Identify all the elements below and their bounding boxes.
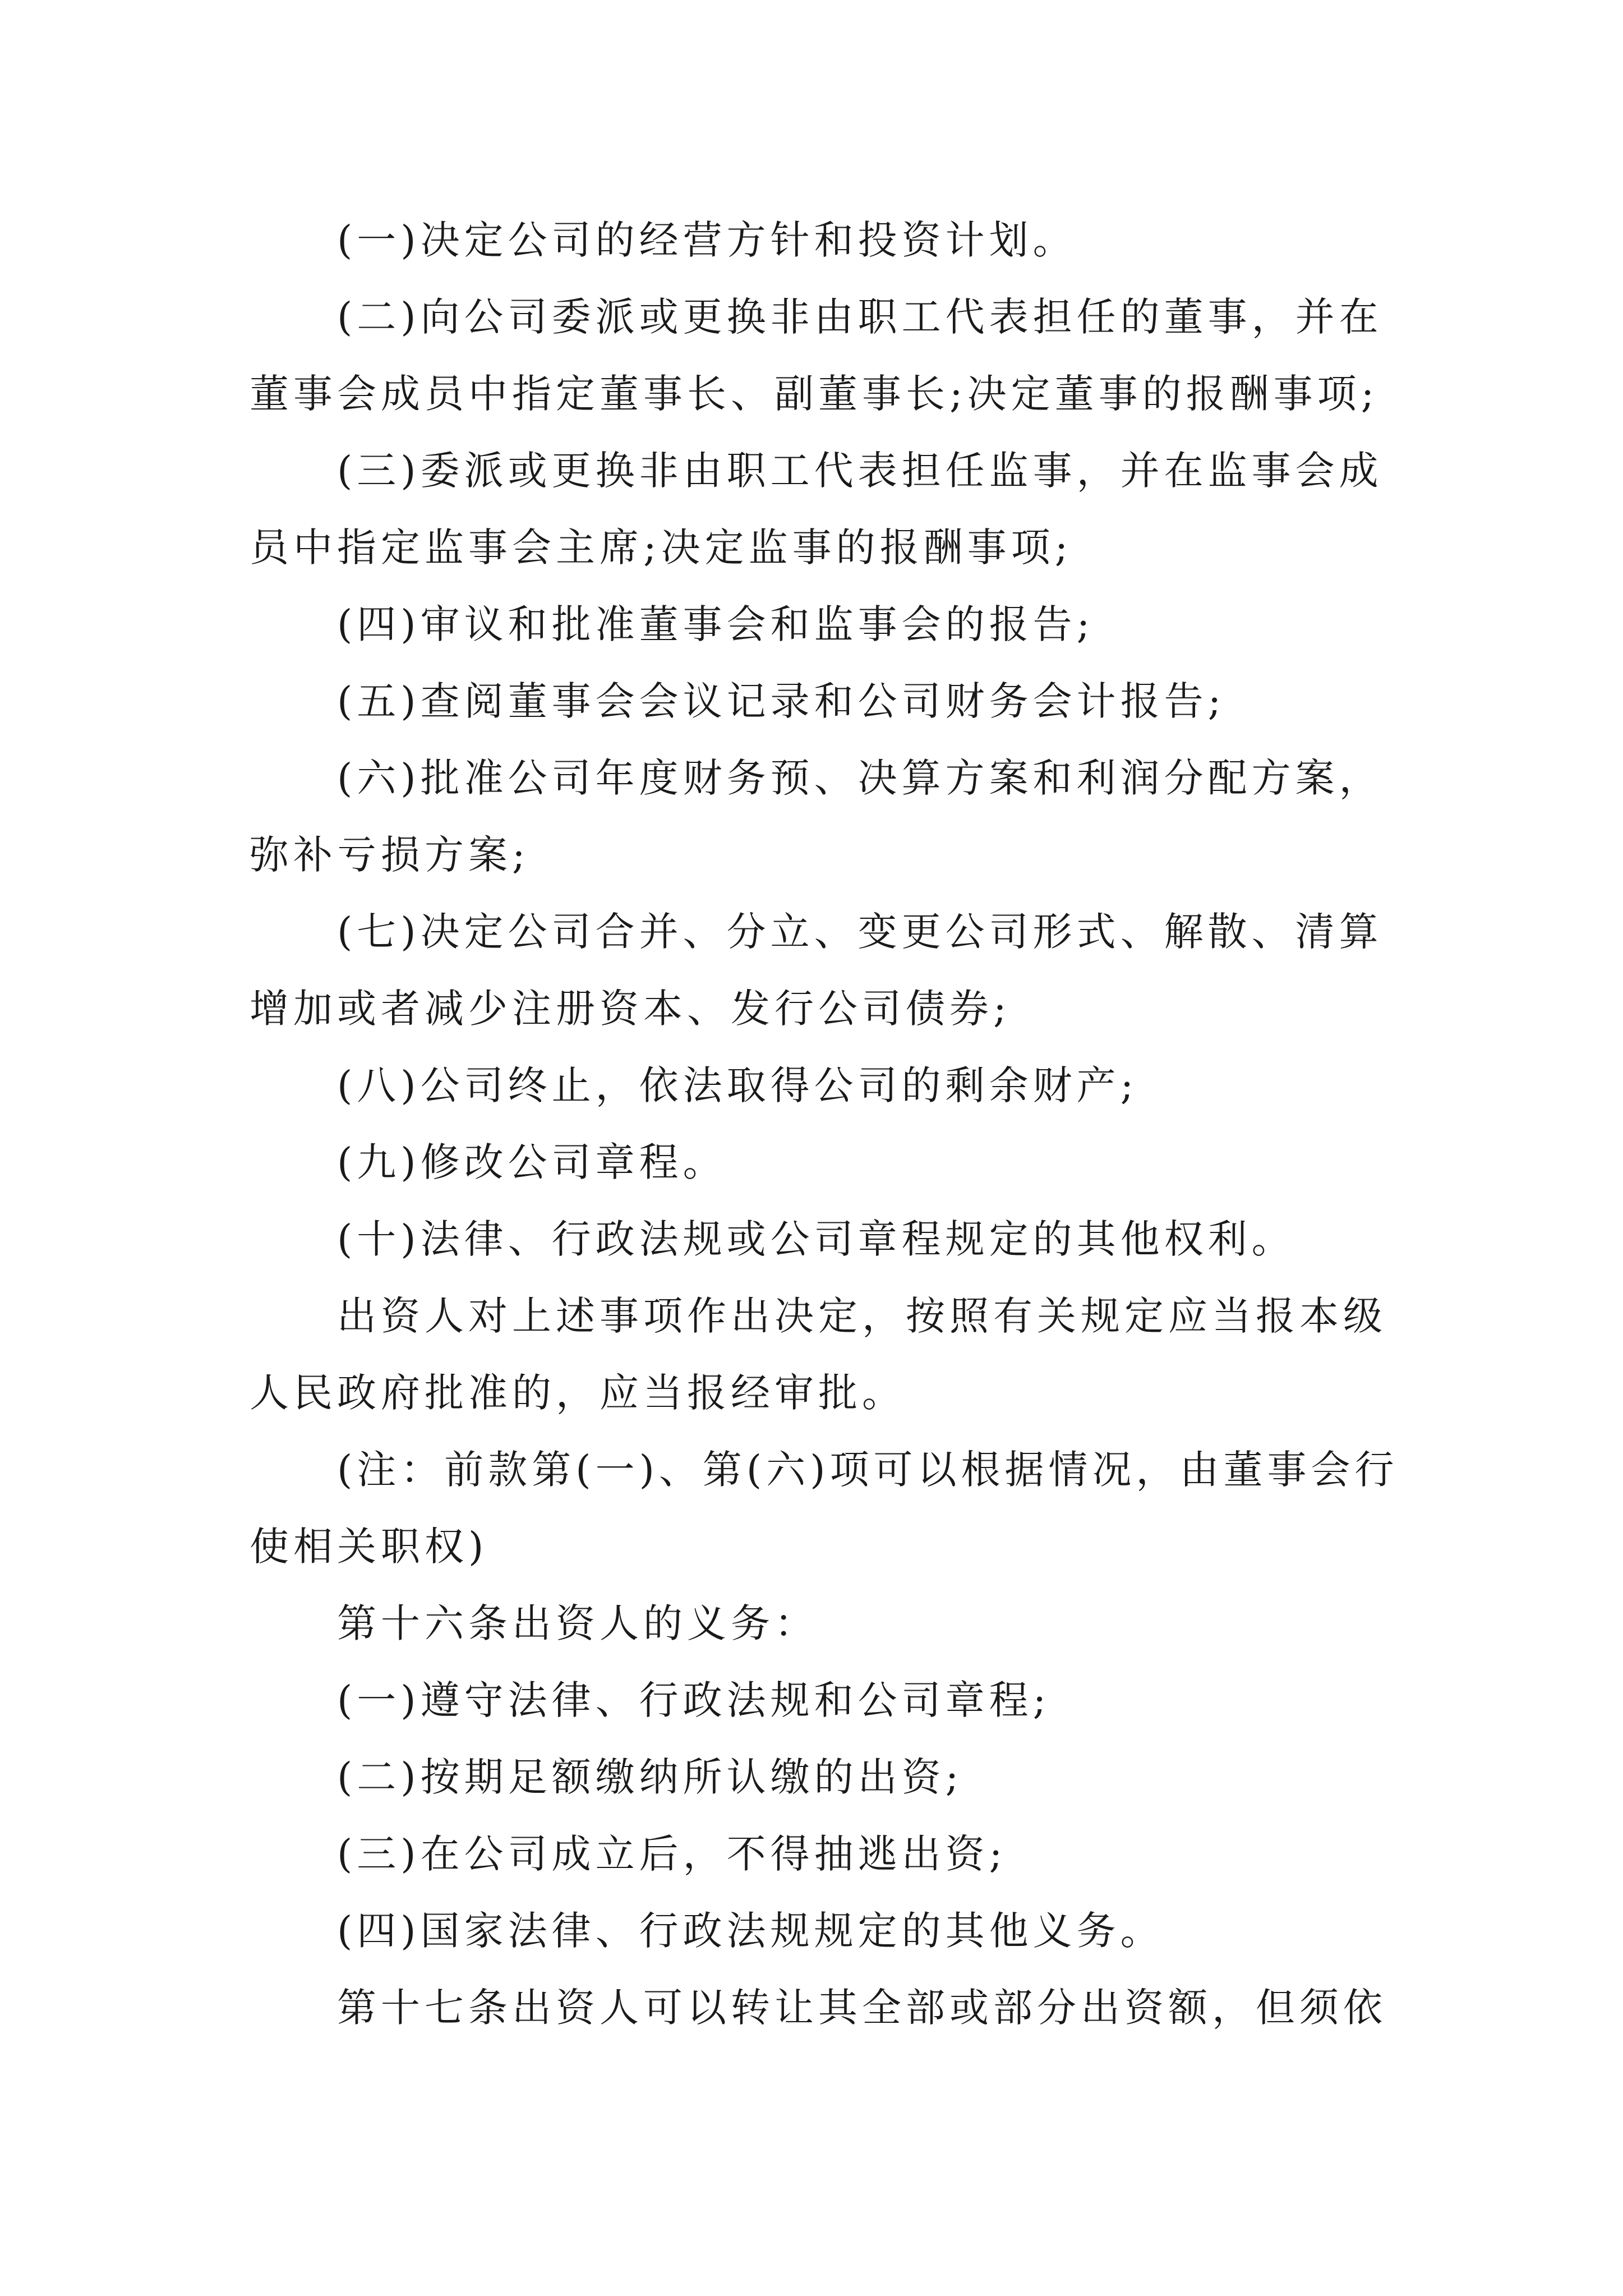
paragraph-7: (七)决定公司合并、分立、变更公司形式、解散、清算增加或者减少注册资本、发行公司债券; <box>250 909 1383 1032</box>
document-body <box>250 202 1405 2046</box>
paragraph-2: (二)向公司委派或更换非由职工代表担任的董事，并在董事会成员中指定董事长、副董事长;决定董事的报酬事项; <box>250 294 1383 417</box>
paragraph-13: 第十六条出资人的义务： <box>337 1600 818 1646</box>
paragraph-8: (八)公司终止，依法取得公司的剩余财产; <box>337 1062 1138 1108</box>
paragraph-6: (六)批准公司年度财务预、决算方案和利润分配方案，弥补亏损方案; <box>250 755 1383 878</box>
paragraph-12: (注：前款第(一)、第(六)项可以根据情况，由董事会行使相关职权) <box>250 1447 1399 1570</box>
paragraph-14: (一)遵守法律、行政法规和公司章程; <box>337 1677 1051 1723</box>
paragraph-1: (一)决定公司的经营方针和投资计划。 <box>337 217 1077 263</box>
paragraph-10: (十)法律、行政法规或公司章程规定的其他权利。 <box>337 1216 1295 1262</box>
paragraph-15: (二)按期足额缴纳所认缴的出资; <box>337 1754 963 1800</box>
paragraph-17: (四)国家法律、行政法规规定的其他义务。 <box>337 1908 1164 1954</box>
paragraph-18: 第十七条出资人可以转让其全部或部分出资额，但须依 <box>337 1985 1387 2031</box>
paragraph-4: (四)审议和批准董事会和监事会的报告; <box>337 601 1095 647</box>
paragraph-5: (五)查阅董事会会议记录和公司财务会计报告; <box>337 678 1226 724</box>
paragraph-11: 出资人对上述事项作出决定，按照有关规定应当报本级人民政府批准的，应当报经审批。 <box>250 1293 1387 1416</box>
paragraph-16: (三)在公司成立后，不得抽逃出资; <box>337 1831 1007 1877</box>
paragraph-3: (三)委派或更换非由职工代表担任监事，并在监事会成员中指定监事会主席;决定监事的报酬事项; <box>250 448 1383 570</box>
paragraph-9: (九)修改公司章程。 <box>337 1139 727 1185</box>
